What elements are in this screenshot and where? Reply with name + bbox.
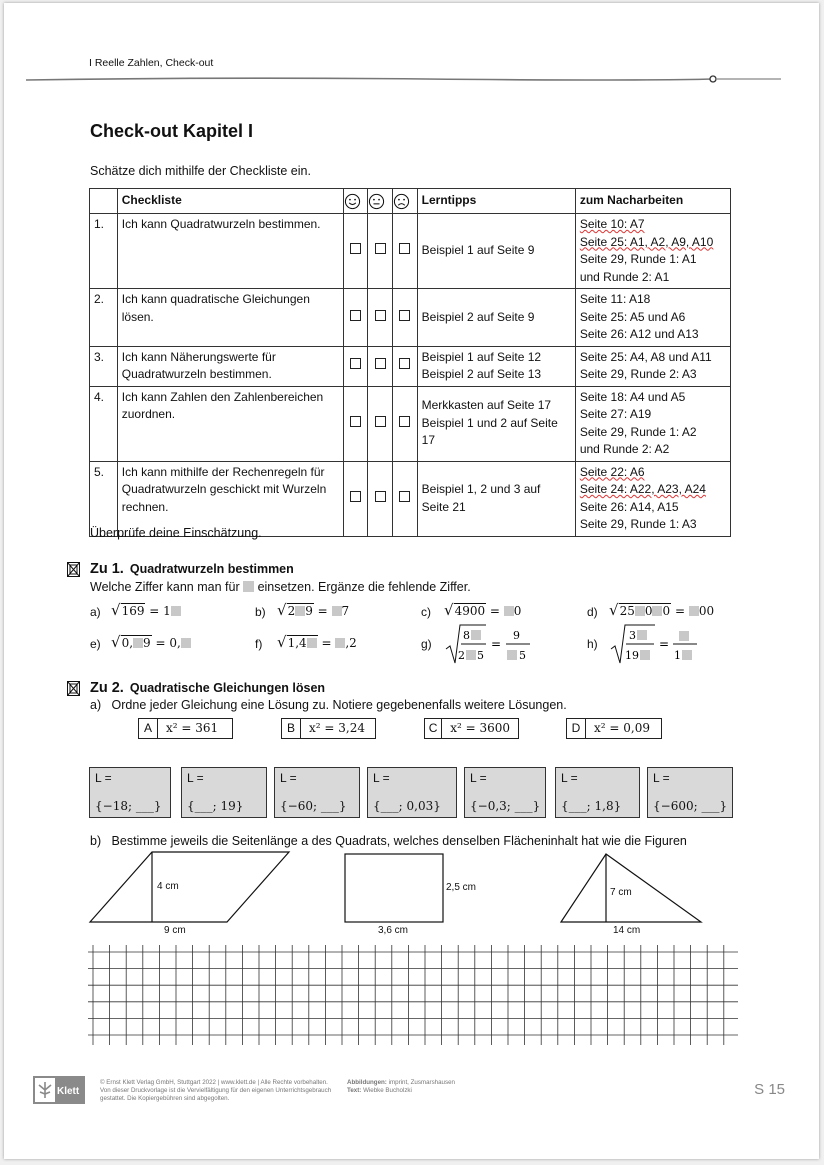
task-label: e) (90, 637, 101, 651)
svg-text:5: 5 (477, 649, 484, 662)
task-f: √ 1,4 = ,2 (277, 633, 357, 651)
solution-box[interactable]: L = {−18; ___} (89, 767, 171, 818)
review-line: und Runde 2: A2 (579, 442, 670, 456)
rectangle-base: 3,6 cm (378, 925, 409, 936)
review-line: Seite 18: A4 und A5 (579, 389, 686, 404)
section2-a-instruction: a) Ordne jeder Gleichung eine Lösung zu. Notiere gegebenenfalls weitere Lösungen. (90, 698, 567, 712)
intro-text: Schätze dich mithilfe der Checkliste ein. (90, 164, 311, 178)
task-label: g) (421, 637, 432, 651)
page-title: Check-out Kapitel I (90, 121, 254, 141)
worksheet-page (4, 3, 819, 1159)
checkbox[interactable] (399, 416, 410, 427)
answer-grid[interactable] (88, 945, 738, 1045)
review-line: Seite 25: A5 und A6 (579, 309, 686, 324)
svg-text:Klett: Klett (57, 1086, 80, 1097)
checkbox[interactable] (375, 416, 386, 427)
review-line: Seite 25: A1, A2, A9, A10 (579, 234, 714, 249)
checkbox[interactable] (399, 358, 410, 369)
review-line: Seite 22: A6 (579, 464, 645, 479)
solution-box[interactable]: L = {−0,3; ___} (464, 767, 546, 818)
smile-sad-icon (393, 189, 418, 214)
table-row: 4. Ich kann Zahlen den Zahlenbereichen zuordnen. Merkkasten auf Seite 17 Beispiel 1 und 2 auf Seite 17 Seite 18: A4 und A5 Seite 27: A19 Seite 29, Runde 1: A2 und Runde 2: A2 (90, 386, 731, 461)
checkbox[interactable] (399, 491, 410, 502)
svg-text:9: 9 (513, 629, 520, 642)
task-h (609, 623, 701, 665)
review-line: Seite 27: A19 (579, 407, 652, 421)
checkbox[interactable] (350, 310, 361, 321)
checkbox[interactable] (350, 358, 361, 369)
review-line: und Runde 2: A1 (579, 269, 670, 284)
svg-text:=: = (659, 637, 670, 651)
svg-text:8: 8 (463, 629, 470, 642)
section2-heading: Zu 2. Quadratische Gleichungen lösen (90, 680, 326, 696)
header-tips: Lerntipps (417, 189, 575, 214)
review-line: Seite 29, Runde 1: A2 (579, 424, 697, 439)
header-checklist: Checkliste (117, 189, 343, 214)
checkbox[interactable] (375, 310, 386, 321)
svg-text:1: 1 (674, 649, 681, 662)
crossed-box-icon (67, 562, 80, 577)
header-review: zum Nacharbeiten (575, 189, 730, 214)
checkbox[interactable] (399, 310, 410, 321)
section1-instruction: Welche Ziffer kann man für einsetzen. Ergänze die fehlende Ziffer. (90, 580, 471, 594)
header-rule (26, 74, 788, 84)
solution-box[interactable]: L = {___; 1,8} (555, 767, 640, 818)
review-line: Seite 10: A7 (579, 217, 645, 231)
section2-b-instruction: b) Bestimme jeweils die Seitenlänge a des Quadrats, welches denselben Flächeninhalt hat wie die Figuren (90, 834, 687, 848)
page-number: S 15 (754, 1081, 785, 1098)
review-line: Seite 26: A12 und A13 (579, 327, 699, 341)
solution-box[interactable]: L = {−600; ___} (647, 767, 733, 818)
review-line: Seite 29, Runde 1: A3 (579, 517, 697, 531)
solution-box[interactable]: L = {___; 19} (181, 767, 267, 818)
copyright-text: © Ernst Klett Verlag GmbH, Stuttgart 2022 | www.klett.de | Alle Rechte vorbehalten. Von dieser Druckvorlage ist die Vervielfältigung für den eigenen Unterrichtsgebrauch gestattet. Die Kopiergebühren sind abgegolten. (100, 1079, 332, 1102)
credits: Abbildungen: imprint, Zusmarshausen Text: Wiebke Bucholzki (347, 1079, 455, 1094)
review-line: Seite 26: A14, A15 (579, 499, 679, 514)
triangle-base: 14 cm (613, 925, 641, 936)
rectangle-height: 2,5 cm (446, 882, 477, 893)
triangle-height: 7 cm (610, 887, 632, 898)
task-label: b) (255, 605, 266, 619)
solution-box[interactable]: L = {___; 0,03} (367, 767, 457, 818)
task-d: √ 25 0 0 = 00 (609, 601, 715, 619)
equation-a: A x² = 361 (138, 718, 233, 739)
task-label: a) (90, 605, 101, 619)
parallelogram-base: 9 cm (164, 925, 186, 936)
section1-heading: Zu 1. Quadratwurzeln bestimmen (90, 561, 294, 577)
svg-text:19: 19 (625, 649, 639, 662)
task-a: √ 169 = 1 (111, 603, 181, 618)
klett-logo (33, 1076, 85, 1104)
equation-c: C x² = 3600 (424, 718, 519, 739)
gray-box-icon (243, 581, 254, 592)
review-line: Seite 29, Runde 2: A3 (579, 367, 697, 381)
rectangle-figure (345, 854, 443, 922)
checkbox[interactable] (375, 243, 386, 254)
review-line: Seite 29, Runde 1: A1 (579, 252, 697, 266)
review-line: Seite 25: A4, A8 und A11 (579, 349, 712, 364)
review-line: Seite 11: A18 (579, 292, 651, 306)
task-e: √ 0, 9 = 0, (111, 635, 191, 650)
smile-happy-icon (343, 189, 368, 214)
table-row: 3. Ich kann Näherungswerte für Quadratwurzeln bestimmen. Beispiel 1 auf Seite 12 Beispiel 2 auf Seite 13 Seite 25: A4, A8 und A11 Seite 29, Runde 2: A3 (90, 346, 731, 386)
task-label: c) (421, 605, 431, 619)
checklist-table (89, 188, 731, 537)
equation-b: B x² = 3,24 (281, 718, 376, 739)
review-line: Seite 24: A22, A23, A24 (579, 482, 706, 496)
self-check-text: Überprüfe deine Einschätzung. (90, 526, 262, 540)
task-label: f) (255, 637, 263, 651)
table-row: 5. Ich kann mithilfe der Rechenregeln für Quadratwurzeln geschickt mit Wurzeln rechnen. Beispiel 1, 2 und 3 auf Seite 21 Seite 22: A6 Seite 24: A22, A23, A24 Seite 26: A14, A15 Seite 29, Runde 1: A3 (90, 461, 731, 536)
crossed-box-icon (67, 681, 80, 696)
checkbox[interactable] (350, 416, 361, 427)
task-c: √ 4900 = 0 (444, 601, 522, 619)
task-b: √ 2 9 = 7 (277, 601, 350, 619)
checkbox[interactable] (375, 358, 386, 369)
equation-d: D x² = 0,09 (566, 718, 662, 739)
svg-text:3: 3 (629, 629, 636, 642)
checkbox[interactable] (375, 491, 386, 502)
checkbox[interactable] (399, 243, 410, 254)
smile-neutral-icon (368, 189, 393, 214)
table-row: 1. Ich kann Quadratwurzeln bestimmen. Beispiel 1 auf Seite 9 Seite 10: A7 Seite 25: A1, A2, A9, A10 Seite 29, Runde 1: A1 und Runde 2: A1 (90, 214, 731, 289)
parallelogram-figure (90, 852, 289, 922)
solution-box[interactable]: L = {−60; ___} (274, 767, 360, 818)
table-row: 2. Ich kann quadratische Gleichungen lösen. Beispiel 2 auf Seite 9 Seite 11: A18 Seite 25: A5 und A6 Seite 26: A12 und A13 (90, 289, 731, 347)
chapter-header: I Reelle Zahlen, Check-out (89, 57, 214, 69)
checkbox[interactable] (350, 243, 361, 254)
svg-text:5: 5 (519, 649, 526, 662)
task-label: d) (587, 605, 598, 619)
parallelogram-height: 4 cm (157, 881, 179, 892)
svg-text:2: 2 (458, 649, 465, 662)
table-header-row (90, 189, 731, 214)
task-g (444, 623, 534, 665)
task-label: h) (587, 637, 598, 651)
svg-text:=: = (491, 637, 502, 651)
checkbox[interactable] (350, 491, 361, 502)
